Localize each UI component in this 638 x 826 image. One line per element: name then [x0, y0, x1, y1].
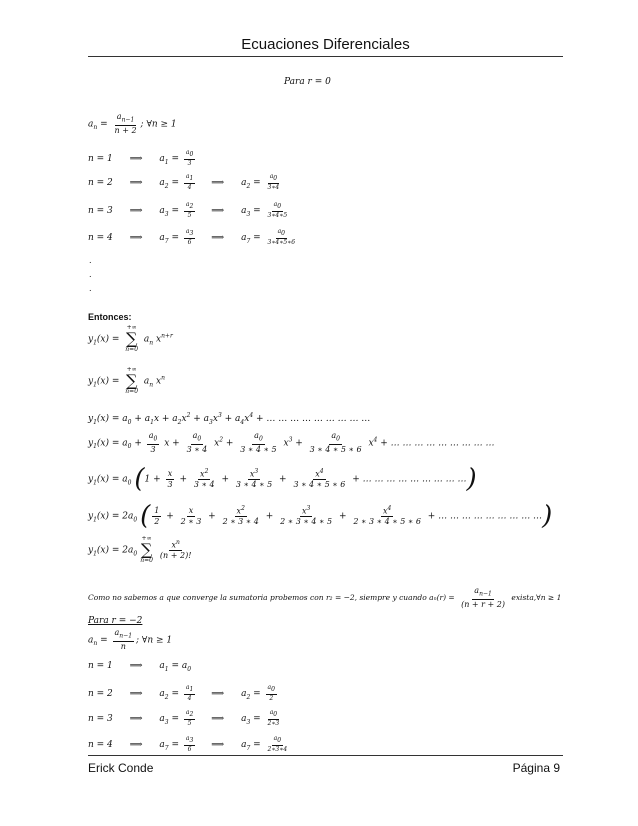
y1-expanded: $y_1(x) = a_0 + a_1x + a_2x^2 + a_3x^3 + a_4x^4$ + … … … … … … … … …: [88, 412, 371, 426]
entonces-label: Entonces:: [88, 312, 132, 322]
r0-heading: Para r = 0: [284, 77, 331, 87]
r0-recursion-forall: ; ∀n ≥ 1: [140, 119, 177, 130]
r2-step-3: n = 3 ⟹ $a_3$ = $\frac{a_2}{5}$ ⟹ $a_3$ = $\frac{a_0}{2∗3}$: [88, 709, 280, 728]
convergence-note: Como no sabemos a que converge la sumatoria probemos con r₂ = −2, siempre y cuando aₙ(r) = $\frac{a_{n-1}}{(n + r + 2)}$ exista,∀n ≥ 1: [88, 586, 562, 609]
r0-step-4: n = 4 ⟹ $a_7$ = $\frac{a_3}{6}$ ⟹ $a_7$ = $\frac{a_0}{3∗4∗5∗6}$: [88, 228, 296, 247]
r0-step-2: n = 2 ⟹ $a_2$ = $\frac{a_1}{4}$ ⟹ $a_2$ = $\frac{a_0}{3∗4}$: [88, 173, 280, 192]
header-rule: [88, 56, 563, 57]
y1-substituted: $y_1(x) = a_0$ + $\frac{a_0}{3}$ x + $\frac{a_0}{3 ∗ 4}$ $x^2$ + $\frac{a_0}{3 ∗ 4 ∗ 5}$ $x^3$ + $\frac{a_0}{3 ∗ 4 ∗ 5 ∗ 6}$ $x^4$ + … … … … … … … … …: [88, 431, 495, 454]
y1-sum-general: $y_1(x)$ = +∞ ∑ n=0 $a_n$ $x^{n+r}$: [88, 324, 173, 353]
r0-step-1: n = 1 ⟹ $a_1$ = $\frac{a_0}{3}$: [88, 149, 194, 168]
series-dots: … … … … … … … … …: [266, 414, 371, 424]
series-dots: … … … … … … … … …: [362, 474, 467, 485]
series-dots: … … … … … … … … …: [438, 511, 543, 522]
r0-recursion: $a_n$ = $\frac{a_{n-1}}{n + 2}$ ; ∀n ≥ 1: [88, 112, 177, 135]
y1-sum: $y_1(x)$ = +∞ ∑ n=0 $a_n$ $x^n$: [88, 366, 165, 395]
page-header: Ecuaciones Diferenciales: [241, 36, 410, 53]
footer-rule: [88, 755, 563, 756]
r2-recursion-forall: ; ∀n ≥ 1: [136, 635, 173, 646]
r2-heading: Para r = −2: [88, 616, 143, 626]
ellipsis-dot-3: .: [89, 284, 92, 293]
r2-recursion: $a_n$ = $\frac{a_{n-1}}{n}$ ; ∀n ≥ 1: [88, 628, 173, 651]
y1-closed-sum: $y_1(x) = 2a_0$ +∞ ∑ n=0 $\frac{x^n}{(n + 2)!}$: [88, 535, 192, 564]
r2-step-4: n = 4 ⟹ $a_7$ = $\frac{a_3}{6}$ ⟹ $a_7$ = $\frac{a_0}{2∗3∗4}$: [88, 735, 288, 754]
ellipsis-dot-2: .: [89, 270, 92, 279]
note-text-1: Como no sabemos a que converge la sumatoria probemos con r₂ = −2, siempre y cuando aₙ(r) =: [88, 592, 455, 602]
ellipsis-dot-1: .: [89, 256, 92, 265]
series-dots: … … … … … … … … …: [390, 438, 495, 449]
footer-author: Erick Conde: [88, 761, 154, 775]
r0-step-3: n = 3 ⟹ $a_3$ = $\frac{a_2}{5}$ ⟹ $a_3$ = $\frac{a_0}{3∗4∗5}$: [88, 201, 288, 220]
y1-factored: $y_1(x) = a_0$ (1 + $\frac{x}{3}$ + $\frac{x^2}{3 ∗ 4}$ + $\frac{x^3}{3 ∗ 4 ∗ 5}$ + $\frac{x^4}{3 ∗ 4 ∗ 5 ∗ 6}$ + … … … … … … … … …): [88, 464, 477, 494]
footer-page-number: Página 9: [512, 761, 560, 775]
r2-step-2: n = 2 ⟹ $a_2$ = $\frac{a_1}{4}$ ⟹ $a_2$ = $\frac{a_0}{2}$: [88, 684, 275, 703]
r2-step-1: n = 1 ⟹ $a_1 = a_0$: [88, 661, 192, 673]
note-text-2: exista,∀n ≥ 1: [511, 592, 562, 602]
y1-factored-2: $y_1(x) = 2a_0$ ( $\frac{1}{2}$ + $\frac{x}{2 ∗ 3}$ + $\frac{x^2}{2 ∗ 3 ∗ 4}$ + $\frac{x^3}{2 ∗ 3 ∗ 4 ∗ 5}$ + $\frac{x^4}{2 ∗ 3 ∗ 4 ∗ 5 ∗ 6}$ + … … … … … … … … …): [88, 501, 553, 531]
